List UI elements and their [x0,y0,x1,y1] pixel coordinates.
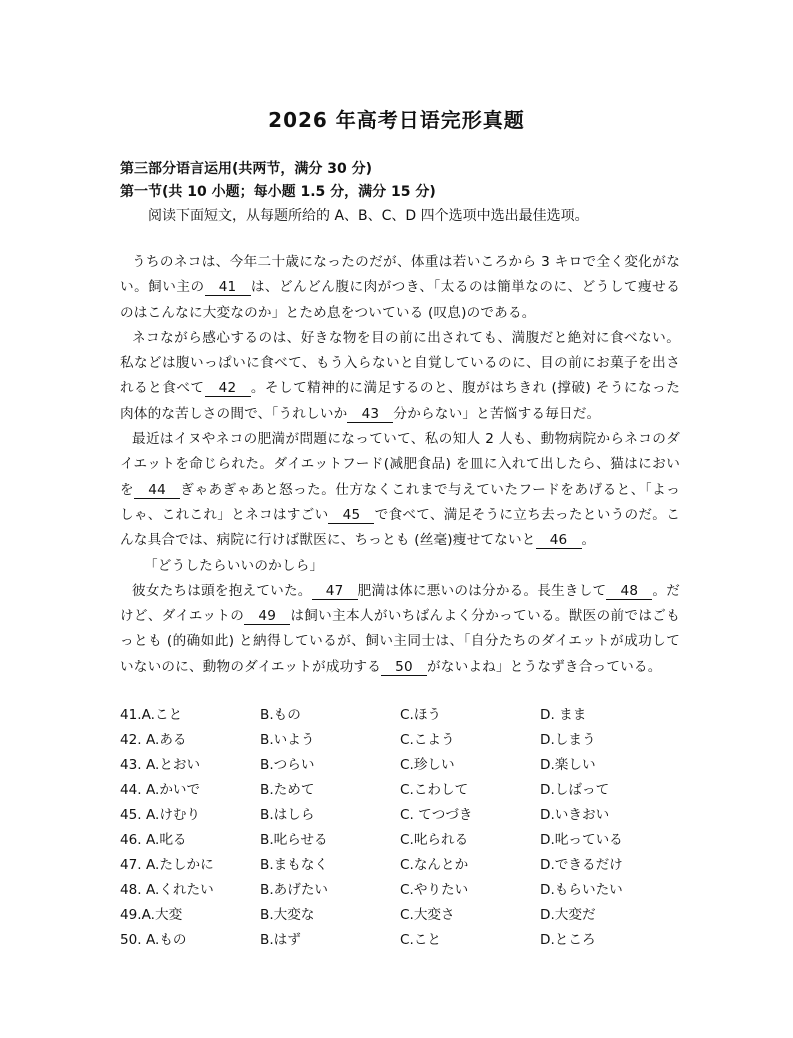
option-row-48: 48. A.くれたい B.あげたい C.やりたい D.もらいたい [120,881,623,898]
page-title: 2026 年高考日语完形真题 [268,108,525,132]
option-row-49: 49.A.大変 B.大変な C.大変さ D.大変だ [120,906,596,923]
blank-42: 42 [205,380,251,397]
option-row-45: 45. A.けむり B.はしら C. てつづき D.いきおい [120,806,610,823]
blank-49: 49 [244,608,290,625]
option-row-46: 46. A.叱る B.叱らせる C.叱られる D.叱っている [120,831,623,848]
blank-48: 48 [606,583,652,600]
section-header-block [120,158,680,228]
option-row-43: 43. A.とおい B.つらい C.珍しい D.楽しい [120,756,596,773]
option-row-50: 50. A.もの B.はず C.こと D.ところ [120,931,596,948]
option-row-41: 41.A.こと B.もの C.ほう D. まま [120,706,587,723]
blank-47: 47 [312,583,358,600]
passage-paragraph-5: 彼女たちは頭を抱えていた。 47 肥満は体に悪いのは分かる。長生きして 48 。だけど、ダイエットの 49 は飼い主本人がいちばんよく分かっている。獣医の前ではごもっとも (的确如此) と納得しているが、飼い主同士は、「自分たちのダイエットが成功していないのに、動物のダイエットが成功する 50 がないよね」とうなずき合っている。 [120,582,680,675]
passage-paragraph-2: ネコながら感心するのは、好きな物を目の前に出されても、満腹だと絶対に食べない。私などは腹いっぱいに食べて、もう入らないと自覚しているのに、目の前にお菓子を出されると食べて 42 。そして精神的に満足するのと、腹がはちきれ (撑破) そうになった肉体的な苦しさの間で、「うれしいか 43 分からない」と苦悩する毎日だ。 [120,329,680,422]
passage-paragraph-4: 「どうしたらいいのかしら」 [144,557,324,574]
option-row-44: 44. A.かいで B.ためて C.こわして D.しばって [120,781,610,798]
answer-options [120,700,680,950]
instruction-text: 阅读下面短文，从每题所给的 A、B、C、D 四个选项中选出最佳选项。 [148,208,589,224]
reading-passage [120,250,680,680]
blank-44: 44 [134,482,180,499]
option-row-42: 42. A.ある B.いよう C.こよう D.しまう [120,731,596,748]
option-row-47: 47. A.たしかに B.まもなく C.なんとか D.できるだけ [120,856,623,873]
passage-paragraph-1: うちのネコは、今年二十歳になったのだが、体重は若いころから 3 キロで全く変化がない。飼い主の 41 は、どんどん腹に肉がつき、「太るのは簡単なのに、どうして痩せるのはこんなに大変なのか」とため息をついている (叹息)のである。 [120,254,680,321]
blank-50: 50 [381,659,427,676]
blank-41: 41 [205,279,251,296]
section-header: 第三部分语言运用(共两节，满分 30 分) [120,161,373,177]
blank-43: 43 [347,406,393,423]
blank-45: 45 [328,507,374,524]
blank-46: 46 [536,532,582,549]
subsection-header: 第一节(共 10 小题；每小题 1.5 分，满分 15 分) [120,184,436,200]
passage-paragraph-3: 最近はイヌやネコの肥満が問題になっていて、私の知人 2 人も、動物病院からネコのダイエットを命じられた。ダイエットフード(减肥食品) を皿に入れて出したら、猫はにおいを 44 ぎゃあぎゃあと怒った。仕方なくこれまで与えていたフードをあげると、「よっしゃ、これこれ」とネコはすごい 45 で食べて、満足そうに立ち去ったというのだ。こんな具合では、病院に行けば獣医に、ちっとも (丝毫)痩せてないと 46 。 [120,431,680,549]
